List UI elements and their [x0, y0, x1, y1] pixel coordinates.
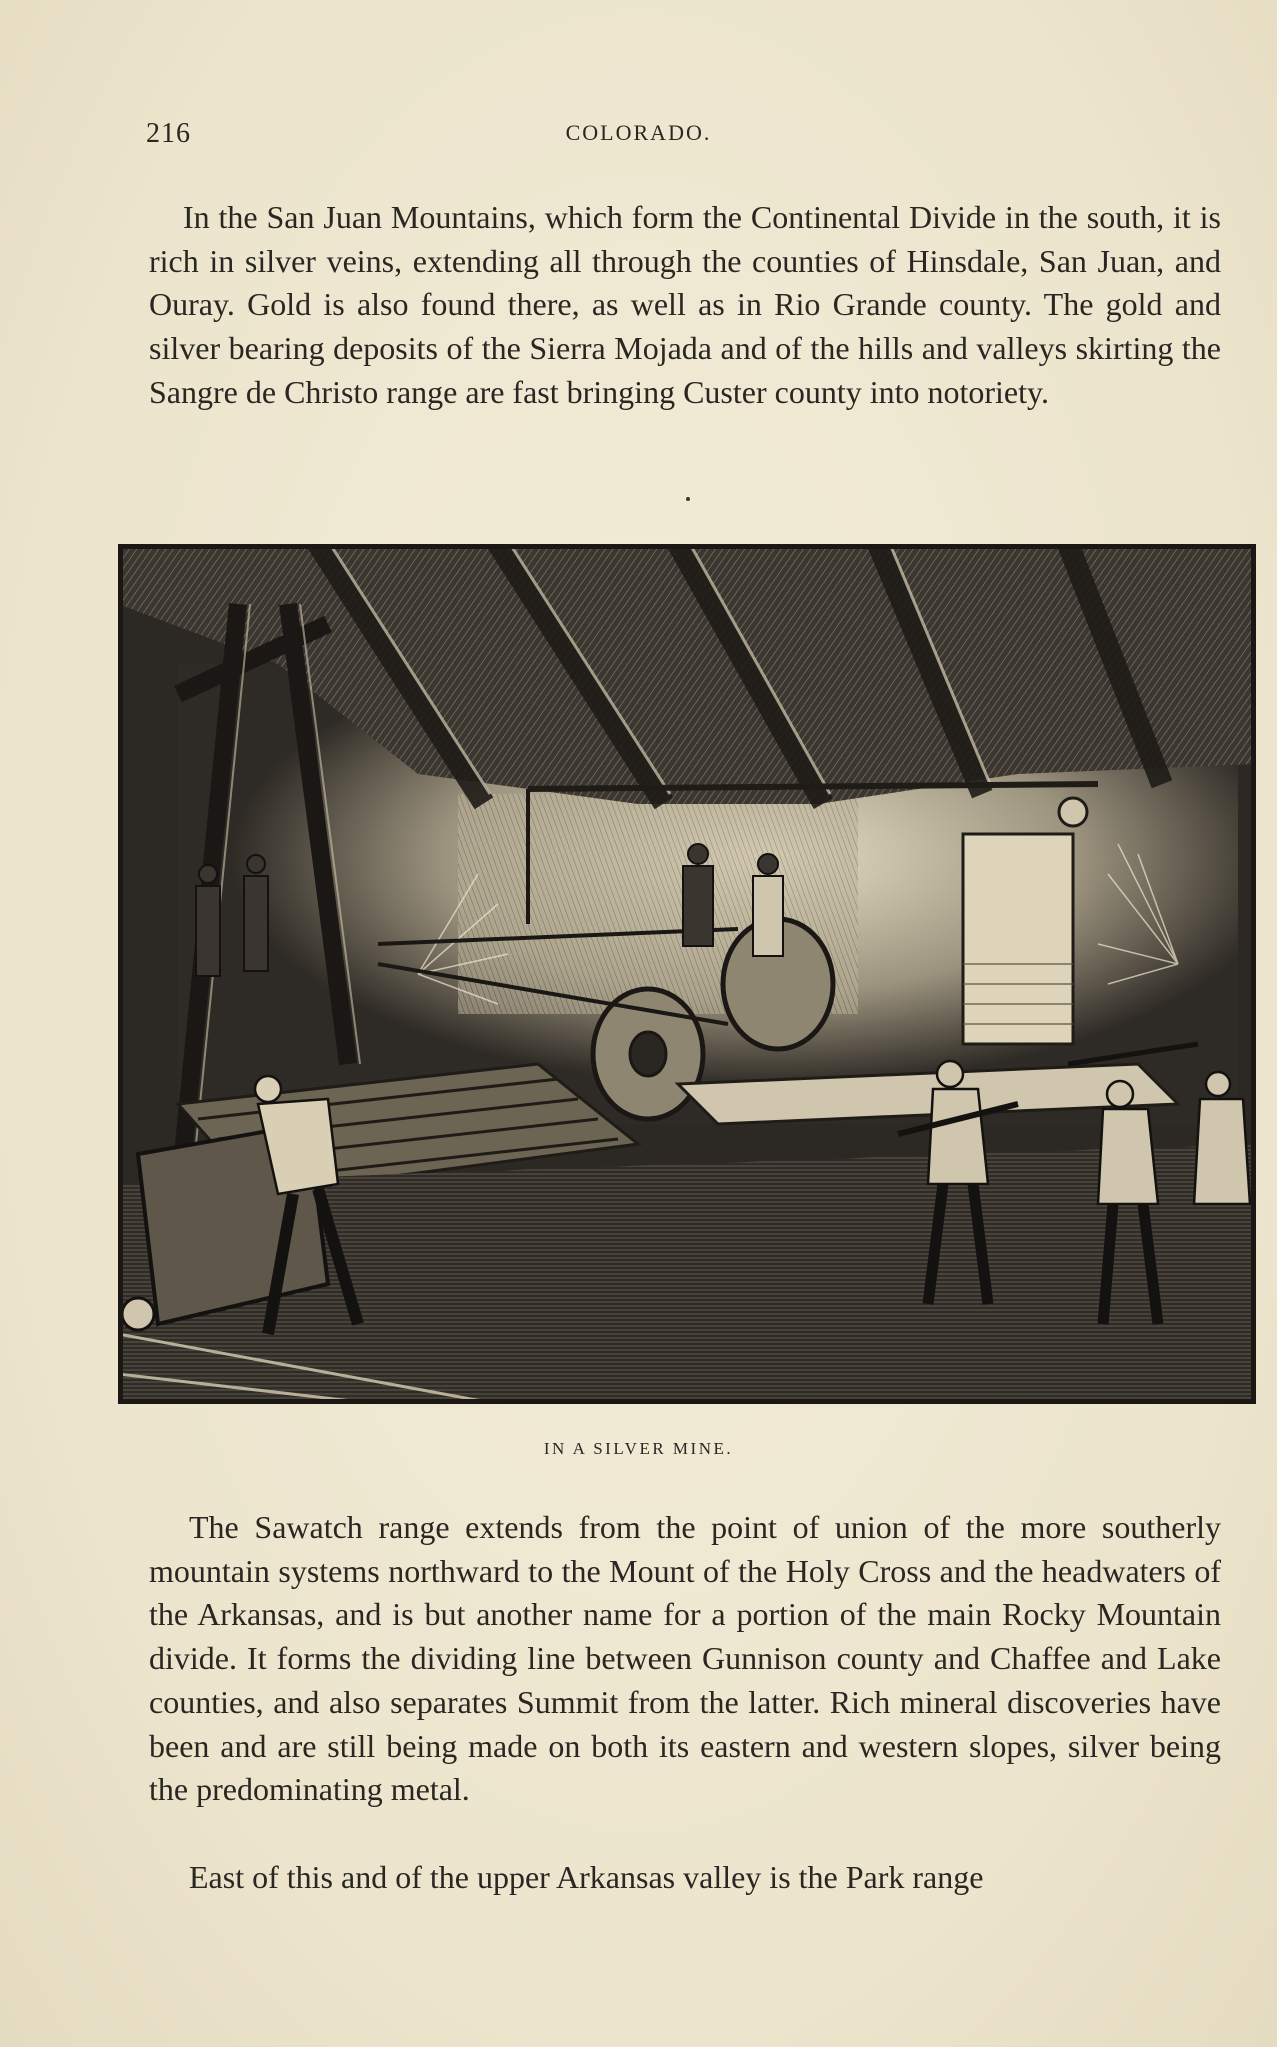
running-title: COLORADO.	[565, 120, 712, 145]
ink-speck	[686, 497, 690, 501]
paragraph-san-juan: In the San Juan Mountains, which form the Continental Divide in the south, it is rich in silver veins, extending all through the counties of Hinsdale, San Juan, and Ouray. Gold is also found there, as well as in Rio Grande county. The gold and silver bearing deposits of the Sierra Mojada and of the hills and valleys skirting the Sangre de Christo range are fast bringing Custer county into notoriety.	[149, 199, 1221, 410]
figure-caption: IN A SILVER MINE.	[543, 1439, 734, 1458]
silver-mine-engraving	[118, 544, 1256, 1404]
paragraph-park-range: East of this and of the upper Arkansas valley is the Park range	[189, 1859, 984, 1895]
paragraph-sawatch-range: The Sawatch range extends from the point of union of the more southerly mountain systems northward to the Mount of the Holy Cross and the headwaters of the Arkansas, and is but another name for a portion of the main Rocky Mountain divide. It forms the dividing line between Gunnison county and Chaffee and Lake counties, and also separates Summit from the latter. Rich mineral discoveries have been and are still being made on both its eastern and western slopes, silver being the predominating metal.	[149, 1509, 1221, 1808]
page-number: 216	[146, 118, 191, 149]
